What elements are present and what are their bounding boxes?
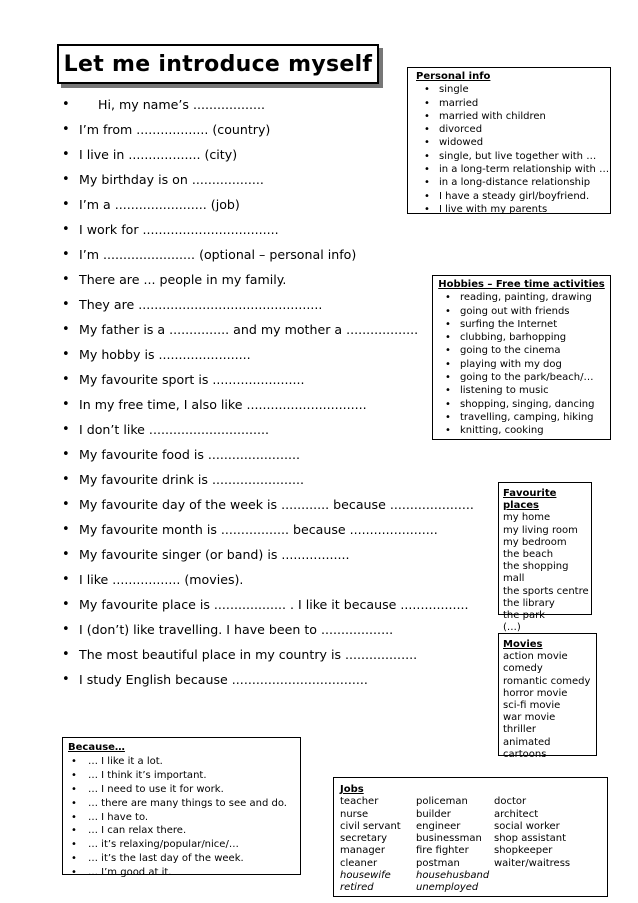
because-item: • … it’s relaxing/popular/nice/… <box>68 838 295 852</box>
personal-info-item: • married <box>416 97 604 110</box>
job-item: unemployed <box>416 882 479 894</box>
job-item: househusband <box>416 870 490 882</box>
job-item: architect <box>494 808 539 820</box>
sentence-item: • My favourite month is ................. because ...................... <box>62 517 474 542</box>
personal-info-header: Personal info <box>416 71 491 82</box>
sentence-item: • They are .............................................. <box>62 292 474 317</box>
because-item: • … I can relax there. <box>68 824 295 838</box>
personal-info-item: • in a long-distance relationship <box>416 176 604 189</box>
sentence-item: • I’m from .................. (country) <box>62 117 474 142</box>
sentence-item: • I work for .................................. <box>62 217 474 242</box>
job-item: social worker <box>494 820 560 832</box>
hobbies-header: Hobbies – Free time activities <box>438 279 605 290</box>
place-item: my living room <box>503 524 578 536</box>
because-item: • … it’s the last day of the week. <box>68 852 295 866</box>
because-item: • … I like it a lot. <box>68 755 295 769</box>
hobby-item: • shopping, singing, dancing <box>437 398 606 411</box>
job-item: secretary <box>340 833 387 845</box>
job-item: cleaner <box>340 857 378 869</box>
job-item: businessman <box>416 833 482 845</box>
movie-item: animated cartoons <box>503 736 551 760</box>
job-item: nurse <box>340 808 369 820</box>
place-item: the library <box>503 597 555 609</box>
job-item: manager <box>340 845 385 857</box>
place-item: my home <box>503 512 551 524</box>
sentence-item: • My father is a ............... and my mother a .................. <box>62 317 474 342</box>
jobs-header: Jobs <box>340 784 364 795</box>
place-item: my bedroom <box>503 536 567 548</box>
because-item: • … I need to use it for work. <box>68 783 295 797</box>
sentence-item: • I’m ....................... (optional – personal info) <box>62 242 474 267</box>
hobby-item: • travelling, camping, hiking <box>437 411 606 424</box>
personal-info-item: • divorced <box>416 123 604 136</box>
sentence-item: • The most beautiful place in my country is .................. <box>62 642 474 667</box>
hobby-item: • surfing the Internet <box>437 318 606 331</box>
personal-info-item: • single <box>416 83 604 96</box>
job-item: housewife <box>340 870 391 882</box>
sentence-item: • There are ... people in my family. <box>62 267 474 292</box>
because-item: • … I have to. <box>68 811 295 825</box>
sentence-item: • My hobby is ....................... <box>62 342 474 367</box>
because-box <box>62 737 301 879</box>
job-item: shop assistant <box>494 833 567 845</box>
because-item: • … I’m good at it. <box>68 866 295 880</box>
favourite-places-box <box>498 482 592 634</box>
sentence-item: • My favourite food is ....................... <box>62 442 474 467</box>
job-item: retired <box>340 882 374 894</box>
personal-info-item: • I have a steady girl/boyfriend. <box>416 190 604 203</box>
sentence-item: • My favourite drink is ....................... <box>62 467 474 492</box>
hobby-item: • going to the cinema <box>437 344 606 357</box>
worksheet-title: Let me introduce myself <box>57 44 379 84</box>
jobs-column-3 <box>494 796 604 894</box>
job-item: doctor <box>494 796 527 808</box>
movie-item: sci-fi movie <box>503 700 561 712</box>
job-item: engineer <box>416 820 461 832</box>
personal-info-item: • widowed <box>416 136 604 149</box>
job-item: civil servant <box>340 820 401 832</box>
movies-box <box>498 633 597 760</box>
movie-item: thriller <box>503 724 536 736</box>
place-item: the park <box>503 610 545 622</box>
place-item: the beach <box>503 549 554 561</box>
sentence-item: • In my free time, I also like .............................. <box>62 392 474 417</box>
sentence-item: • My favourite place is .................. . I like it because ................. <box>62 592 474 617</box>
sentence-item: • I’m a ....................... (job) <box>62 192 474 217</box>
sentence-item: • I don’t like .............................. <box>62 417 474 442</box>
hobby-item: • listening to music <box>437 384 606 397</box>
sentence-item: • I (don’t) like travelling. I have been to .................. <box>62 617 474 642</box>
personal-info-item: • in a long-term relationship with … <box>416 163 604 176</box>
jobs-box <box>333 777 608 897</box>
hobby-item: • going out with friends <box>437 305 606 318</box>
movie-item: horror movie <box>503 687 568 699</box>
hobbies-box <box>432 275 611 440</box>
place-item: (…) <box>503 622 521 634</box>
sentence-item: • My favourite day of the week is ............ because ..................... <box>62 492 474 517</box>
personal-info-item: • I live with my parents <box>416 203 604 216</box>
personal-info-item: • married with children <box>416 110 604 123</box>
job-item: policeman <box>416 796 468 808</box>
movies-header: Movies <box>503 639 543 650</box>
sentence-item: • My birthday is on .................. <box>62 167 474 192</box>
job-item: builder <box>416 808 451 820</box>
movie-item: comedy <box>503 663 543 675</box>
because-item: • … I think it’s important. <box>68 769 295 783</box>
sentence-item: • Hi, my name’s .................. <box>62 92 474 117</box>
hobby-item: • going to the park/beach/… <box>437 371 606 384</box>
hobby-item: • clubbing, barhopping <box>437 331 606 344</box>
movie-item: action movie <box>503 651 568 663</box>
sentence-item: • I study English because .................................. <box>62 667 474 692</box>
hobby-item: • playing with my dog <box>437 358 606 371</box>
personal-info-item: • single, but live together with … <box>416 150 604 163</box>
because-header: Because… <box>68 742 125 753</box>
hobby-item: • reading, painting, drawing <box>437 291 606 304</box>
job-item: shopkeeper <box>494 845 553 857</box>
sentence-item: • My favourite sport is ....................... <box>62 367 474 392</box>
hobby-item: • knitting, cooking <box>437 424 606 437</box>
sentence-item: • My favourite singer (or band) is ................. <box>62 542 474 567</box>
because-item: • … there are many things to see and do. <box>68 797 295 811</box>
favourite-places-header: Favourite places <box>503 488 557 512</box>
job-item: fire fighter <box>416 845 469 857</box>
job-item: teacher <box>340 796 379 808</box>
jobs-column-2 <box>416 796 494 894</box>
movie-item: romantic comedy <box>503 675 591 687</box>
jobs-column-1 <box>340 796 416 894</box>
place-item: the shopping mall <box>503 561 569 585</box>
personal-info-box <box>407 67 611 214</box>
sentence-item: • I live in .................. (city) <box>62 142 474 167</box>
place-item: the sports centre <box>503 585 589 597</box>
movie-item: war movie <box>503 712 556 724</box>
job-item: waiter/waitress <box>494 857 571 869</box>
job-item: postman <box>416 857 460 869</box>
sentence-item: • I like ................. (movies). <box>62 567 474 592</box>
